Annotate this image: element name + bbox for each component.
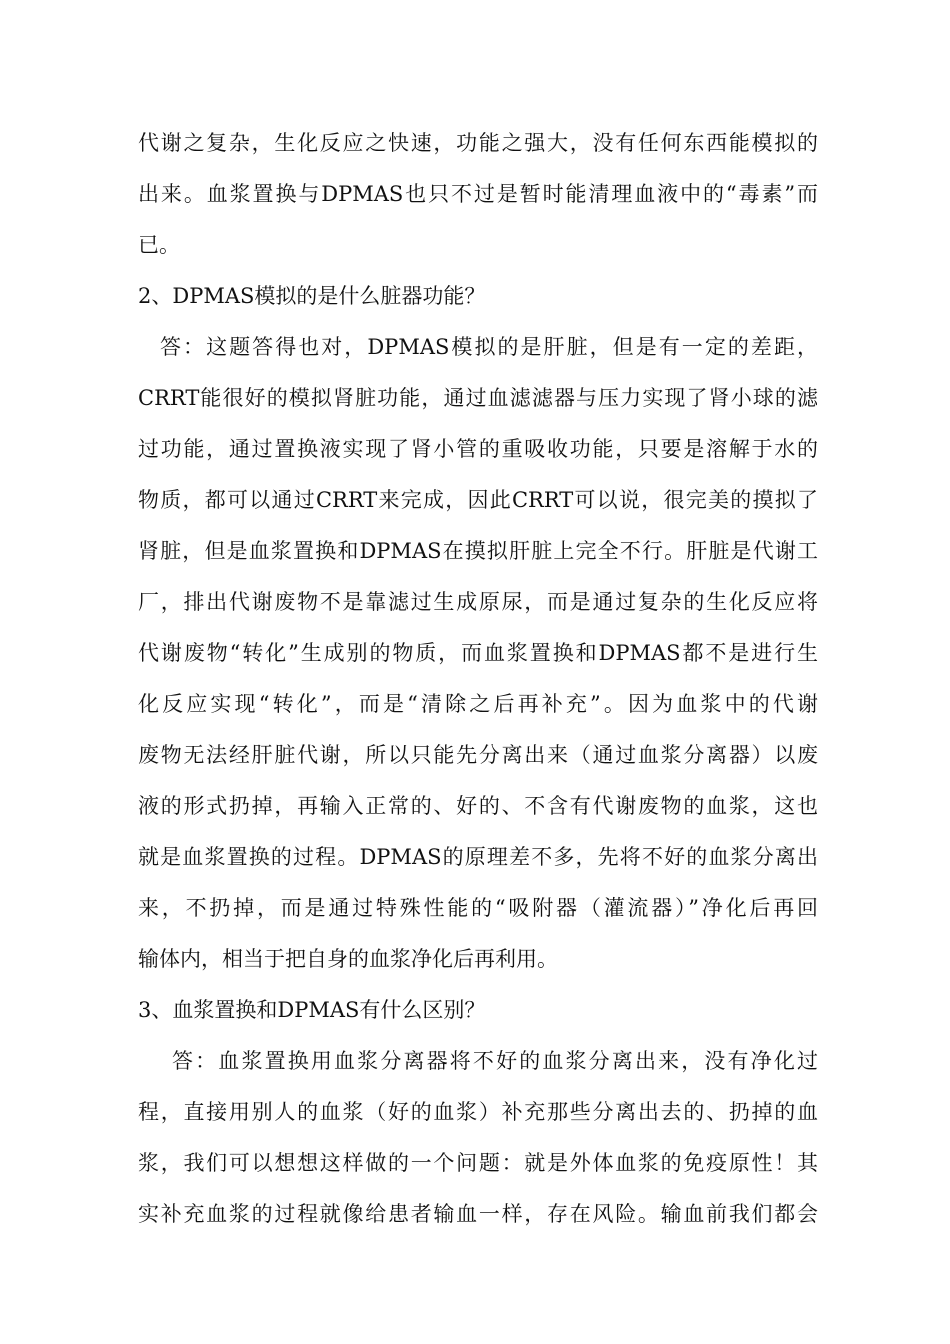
text-line: 就是血浆置换的过程。DPMAS的原理差不多，先将不好的血浆分离出: [138, 845, 818, 869]
document-body: [138, 118, 818, 1240]
text-line: 厂，排出代谢废物不是靠滤过生成原尿，而是通过复杂的生化反应将: [138, 590, 818, 614]
text-line: 来，不扔掉，而是通过特殊性能的“吸附器（灌流器）”净化后再回: [138, 896, 818, 920]
question-heading: 3、血浆置换和DPMAS有什么区别？: [138, 998, 486, 1022]
text-line: 废物无法经肝脏代谢，所以只能先分离出来（通过血浆分离器）以废: [138, 743, 818, 767]
text-line: 程，直接用别人的血浆（好的血浆）补充那些分离出去的、扔掉的血: [138, 1100, 818, 1124]
question-heading: 2、DPMAS模拟的是什么脏器功能？: [138, 284, 486, 308]
text-line: 实补充血浆的过程就像给患者输血一样，存在风险。输血前我们都会: [138, 1202, 818, 1226]
text-line: 液的形式扔掉，再输入正常的、好的、不含有代谢废物的血浆，这也: [138, 794, 818, 818]
text-line: 出来。血浆置换与DPMAS也只不过是暂时能清理血液中的“毒素”而: [138, 182, 818, 206]
text-line: 已。: [138, 233, 180, 257]
text-line: 输体内，相当于把自身的血浆净化后再利用。: [138, 947, 558, 971]
answer-paragraph-start: 答：这题答得也对，DPMAS模拟的是肝脏，但是有一定的差距，: [160, 335, 818, 359]
text-line: 肾脏，但是血浆置换和DPMAS在摸拟肝脏上完全不行。肝脏是代谢工: [138, 539, 818, 563]
text-line: 浆，我们可以想想这样做的一个问题：就是外体血浆的免疫原性！其: [138, 1151, 818, 1175]
text-line: CRRT能很好的模拟肾脏功能，通过血滤滤器与压力实现了肾小球的滤: [138, 386, 818, 410]
text-line: 化反应实现“转化”，而是“清除之后再补充”。因为血浆中的代谢: [138, 692, 818, 716]
answer-paragraph-start: 答：血浆置换用血浆分离器将不好的血浆分离出来，没有净化过: [172, 1049, 818, 1073]
text-line: 代谢废物“转化”生成别的物质，而血浆置换和DPMAS都不是进行生: [138, 641, 818, 665]
text-line: 代谢之复杂，生化反应之快速，功能之强大，没有任何东西能模拟的: [138, 131, 818, 155]
text-line: 过功能，通过置换液实现了肾小管的重吸收功能，只要是溶解于水的: [138, 437, 818, 461]
text-line: 物质，都可以通过CRRT来完成，因此CRRT可以说，很完美的摸拟了: [138, 488, 818, 512]
